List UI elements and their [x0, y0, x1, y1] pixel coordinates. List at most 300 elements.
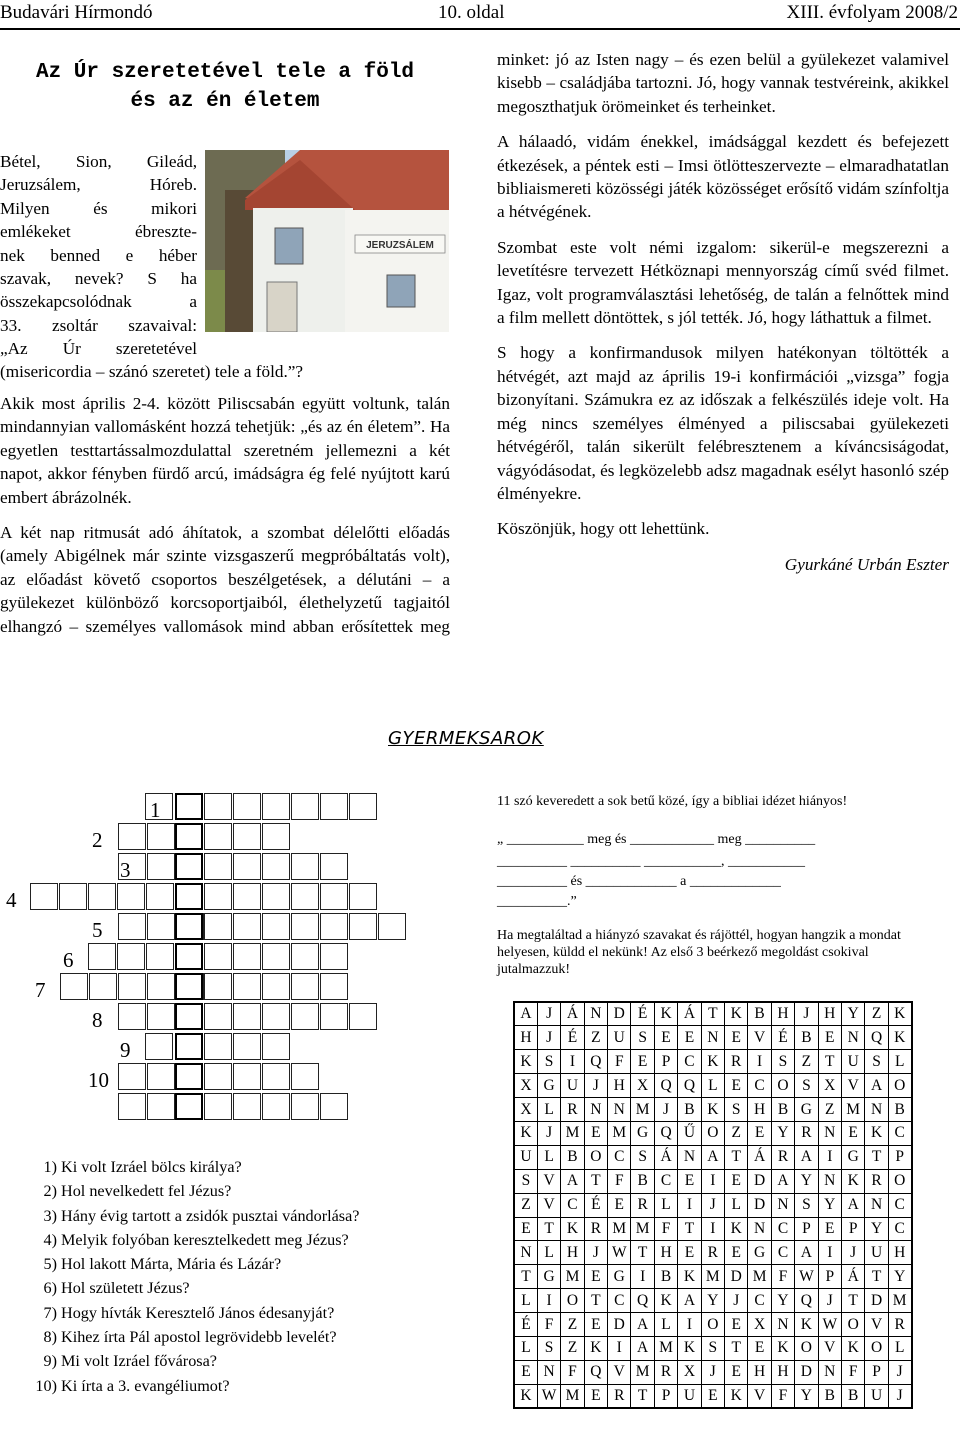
wordsearch-letter[interactable]: T	[631, 1241, 654, 1265]
crossword-cell[interactable]	[233, 823, 261, 850]
crossword-cell[interactable]	[320, 1093, 348, 1120]
crossword-cell[interactable]	[320, 883, 348, 910]
wordsearch-letter[interactable]: Z	[584, 1026, 607, 1050]
wordsearch-letter[interactable]: E	[514, 1217, 537, 1241]
wordsearch-letter[interactable]: R	[865, 1169, 888, 1193]
wordsearch-letter[interactable]: J	[654, 1098, 677, 1122]
wordsearch-letter[interactable]: R	[654, 1360, 677, 1384]
wordsearch-letter[interactable]: Z	[725, 1121, 748, 1145]
crossword-cell[interactable]	[233, 1063, 261, 1090]
wordsearch-letter[interactable]: G	[748, 1241, 771, 1265]
wordsearch-letter[interactable]: K	[654, 1002, 677, 1026]
wordsearch-letter[interactable]: V	[865, 1313, 888, 1337]
crossword-cell[interactable]	[204, 883, 232, 910]
wordsearch-letter[interactable]: L	[514, 1336, 537, 1360]
wordsearch-letter[interactable]: Y	[841, 1002, 864, 1026]
wordsearch-letter[interactable]: K	[514, 1384, 537, 1408]
wordsearch-letter[interactable]: T	[678, 1217, 701, 1241]
wordsearch-letter[interactable]: Y	[771, 1121, 794, 1145]
wordsearch-letter[interactable]: V	[537, 1193, 560, 1217]
wordsearch-letter[interactable]: A	[631, 1336, 654, 1360]
crossword-cell[interactable]	[291, 973, 319, 1000]
wordsearch-letter[interactable]: H	[771, 1002, 794, 1026]
wordsearch-letter[interactable]: A	[795, 1241, 818, 1265]
wordsearch-letter[interactable]: O	[841, 1313, 864, 1337]
wordsearch-letter[interactable]: E	[584, 1313, 607, 1337]
wordsearch-letter[interactable]: D	[608, 1002, 631, 1026]
wordsearch-letter[interactable]: É	[561, 1026, 584, 1050]
wordsearch-letter[interactable]: A	[841, 1193, 864, 1217]
wordsearch-letter[interactable]: O	[865, 1336, 888, 1360]
crossword-cell[interactable]	[291, 793, 319, 820]
crossword-cell[interactable]	[349, 1003, 377, 1030]
wordsearch-letter[interactable]: C	[561, 1193, 584, 1217]
crossword-cell[interactable]	[233, 883, 261, 910]
wordsearch-letter[interactable]: B	[748, 1002, 771, 1026]
wordsearch-letter[interactable]: T	[725, 1145, 748, 1169]
wordsearch-letter[interactable]: Z	[514, 1193, 537, 1217]
wordsearch-letter[interactable]: P	[654, 1050, 677, 1074]
wordsearch-letter[interactable]: C	[888, 1217, 911, 1241]
wordsearch-letter[interactable]: T	[865, 1145, 888, 1169]
wordsearch-letter[interactable]: V	[608, 1360, 631, 1384]
wordsearch-letter[interactable]: S	[725, 1098, 748, 1122]
wordsearch-letter[interactable]: C	[748, 1289, 771, 1313]
crossword-cell[interactable]	[233, 793, 261, 820]
wordsearch-letter[interactable]: J	[725, 1289, 748, 1313]
wordsearch-letter[interactable]: N	[818, 1360, 841, 1384]
wordsearch-letter[interactable]: R	[608, 1384, 631, 1408]
wordsearch-letter[interactable]: U	[865, 1384, 888, 1408]
wordsearch-letter[interactable]: E	[654, 1026, 677, 1050]
crossword-cell[interactable]	[204, 1093, 232, 1120]
wordsearch-letter[interactable]: J	[584, 1241, 607, 1265]
wordsearch-letter[interactable]: O	[795, 1336, 818, 1360]
crossword-cell[interactable]	[233, 1093, 261, 1120]
crossword-cell[interactable]	[320, 943, 348, 970]
crossword-cell[interactable]	[262, 1093, 290, 1120]
wordsearch-letter[interactable]: T	[841, 1289, 864, 1313]
wordsearch-letter[interactable]: K	[725, 1384, 748, 1408]
wordsearch-letter[interactable]: R	[771, 1145, 794, 1169]
wordsearch-letter[interactable]: E	[725, 1313, 748, 1337]
crossword-cell[interactable]	[59, 883, 87, 910]
wordsearch-letter[interactable]: Á	[654, 1145, 677, 1169]
crossword-cell[interactable]	[291, 913, 319, 940]
crossword-cell[interactable]	[262, 913, 290, 940]
wordsearch-letter[interactable]: E	[701, 1384, 724, 1408]
wordsearch-letter[interactable]: H	[654, 1241, 677, 1265]
wordsearch-letter[interactable]: J	[841, 1241, 864, 1265]
wordsearch-letter[interactable]: E	[725, 1074, 748, 1098]
crossword-cell[interactable]	[291, 853, 319, 880]
wordsearch-letter[interactable]: D	[608, 1313, 631, 1337]
wordsearch-letter[interactable]: T	[818, 1050, 841, 1074]
wordsearch-letter[interactable]: T	[631, 1384, 654, 1408]
wordsearch-letter[interactable]: O	[888, 1074, 911, 1098]
wordsearch-letter[interactable]: T	[537, 1217, 560, 1241]
wordsearch-letter[interactable]: E	[584, 1121, 607, 1145]
crossword-solution-cell[interactable]	[175, 1093, 203, 1120]
wordsearch-letter[interactable]: K	[841, 1169, 864, 1193]
wordsearch-letter[interactable]: Y	[701, 1289, 724, 1313]
wordsearch-letter[interactable]: É	[631, 1002, 654, 1026]
wordsearch-letter[interactable]: G	[631, 1121, 654, 1145]
wordsearch-letter[interactable]: S	[865, 1050, 888, 1074]
wordsearch-letter[interactable]: K	[561, 1217, 584, 1241]
crossword-cell[interactable]	[262, 853, 290, 880]
wordsearch-letter[interactable]: C	[608, 1289, 631, 1313]
wordsearch-letter[interactable]: E	[514, 1360, 537, 1384]
wordsearch-letter[interactable]: N	[584, 1098, 607, 1122]
wordsearch-letter[interactable]: Z	[795, 1050, 818, 1074]
wordsearch-letter[interactable]: F	[537, 1313, 560, 1337]
wordsearch-letter[interactable]: P	[865, 1360, 888, 1384]
wordsearch-letter[interactable]: L	[537, 1098, 560, 1122]
wordsearch-letter[interactable]: F	[771, 1265, 794, 1289]
wordsearch-letter[interactable]: I	[537, 1289, 560, 1313]
wordsearch-letter[interactable]: U	[561, 1074, 584, 1098]
wordsearch-letter[interactable]: J	[888, 1384, 911, 1408]
wordsearch-letter[interactable]: Q	[865, 1026, 888, 1050]
wordsearch-letter[interactable]: O	[561, 1289, 584, 1313]
wordsearch-letter[interactable]: A	[514, 1002, 537, 1026]
wordsearch-letter[interactable]: W	[818, 1313, 841, 1337]
crossword-cell[interactable]	[291, 1063, 319, 1090]
crossword-cell[interactable]	[262, 793, 290, 820]
wordsearch-letter[interactable]: H	[818, 1002, 841, 1026]
wordsearch-letter[interactable]: Á	[678, 1002, 701, 1026]
wordsearch-letter[interactable]: C	[654, 1169, 677, 1193]
wordsearch-letter[interactable]: N	[771, 1313, 794, 1337]
wordsearch-letter[interactable]: D	[795, 1360, 818, 1384]
crossword-cell[interactable]	[233, 913, 261, 940]
wordsearch-letter[interactable]: D	[748, 1193, 771, 1217]
wordsearch-letter[interactable]: M	[561, 1384, 584, 1408]
wordsearch-letter[interactable]: K	[771, 1336, 794, 1360]
wordsearch-letter[interactable]: E	[631, 1050, 654, 1074]
wordsearch-letter[interactable]: L	[514, 1289, 537, 1313]
wordsearch-letter[interactable]: G	[795, 1098, 818, 1122]
wordsearch-letter[interactable]: E	[725, 1026, 748, 1050]
wordsearch-letter[interactable]: M	[561, 1121, 584, 1145]
crossword-cell[interactable]	[145, 1033, 173, 1060]
wordsearch-letter[interactable]: F	[841, 1360, 864, 1384]
wordsearch-letter[interactable]: K	[678, 1336, 701, 1360]
wordsearch-letter[interactable]: K	[678, 1265, 701, 1289]
wordsearch-letter[interactable]: É	[514, 1313, 537, 1337]
crossword-cell[interactable]	[118, 913, 146, 940]
wordsearch-letter[interactable]: E	[748, 1121, 771, 1145]
wordsearch-letter[interactable]: M	[631, 1360, 654, 1384]
wordsearch-letter[interactable]: Z	[561, 1313, 584, 1337]
wordsearch-letter[interactable]: C	[888, 1193, 911, 1217]
crossword-cell[interactable]	[204, 823, 232, 850]
wordsearch-letter[interactable]: G	[608, 1265, 631, 1289]
crossword-solution-cell[interactable]	[175, 1003, 203, 1030]
wordsearch-letter[interactable]: S	[795, 1074, 818, 1098]
crossword-cell[interactable]	[147, 973, 175, 1000]
wordsearch-letter[interactable]: R	[561, 1098, 584, 1122]
wordsearch-letter[interactable]: L	[537, 1145, 560, 1169]
wordsearch-letter[interactable]: N	[584, 1002, 607, 1026]
crossword-solution-cell[interactable]	[175, 973, 203, 1000]
crossword-cell[interactable]	[233, 1033, 261, 1060]
crossword-solution-cell[interactable]	[175, 883, 203, 910]
wordsearch-letter[interactable]: D	[748, 1169, 771, 1193]
crossword-cell[interactable]	[262, 1033, 290, 1060]
wordsearch-letter[interactable]: T	[865, 1265, 888, 1289]
wordsearch-letter[interactable]: B	[888, 1098, 911, 1122]
wordsearch-letter[interactable]: K	[795, 1313, 818, 1337]
wordsearch-letter[interactable]: L	[888, 1050, 911, 1074]
wordsearch-letter[interactable]: Y	[818, 1193, 841, 1217]
wordsearch-letter[interactable]: N	[818, 1169, 841, 1193]
wordsearch-letter[interactable]: J	[818, 1289, 841, 1313]
crossword-cell[interactable]	[118, 1093, 146, 1120]
wordsearch-letter[interactable]: O	[701, 1121, 724, 1145]
crossword-cell[interactable]	[88, 943, 116, 970]
wordsearch-letter[interactable]: Y	[888, 1265, 911, 1289]
crossword-cell[interactable]	[320, 973, 348, 1000]
wordsearch-letter[interactable]: Z	[865, 1002, 888, 1026]
wordsearch-letter[interactable]: B	[561, 1145, 584, 1169]
wordsearch-letter[interactable]: R	[631, 1193, 654, 1217]
wordsearch-letter[interactable]: V	[537, 1169, 560, 1193]
wordsearch-letter[interactable]: I	[701, 1217, 724, 1241]
wordsearch-letter[interactable]: J	[537, 1121, 560, 1145]
wordsearch-letter[interactable]: F	[771, 1384, 794, 1408]
crossword-cell[interactable]	[204, 913, 232, 940]
wordsearch-letter[interactable]: R	[584, 1217, 607, 1241]
wordsearch-letter[interactable]: N	[678, 1145, 701, 1169]
wordsearch-letter[interactable]: C	[748, 1074, 771, 1098]
wordsearch-letter[interactable]: O	[584, 1145, 607, 1169]
crossword-cell[interactable]	[262, 823, 290, 850]
wordsearch-letter[interactable]: Q	[631, 1289, 654, 1313]
wordsearch-letter[interactable]: U	[514, 1145, 537, 1169]
wordsearch-letter[interactable]: V	[748, 1384, 771, 1408]
wordsearch-letter[interactable]: S	[537, 1050, 560, 1074]
wordsearch-letter[interactable]: B	[818, 1384, 841, 1408]
wordsearch-letter[interactable]: G	[537, 1074, 560, 1098]
crossword-cell[interactable]	[349, 793, 377, 820]
crossword-cell[interactable]	[30, 883, 58, 910]
wordsearch-letter[interactable]: F	[561, 1360, 584, 1384]
wordsearch-letter[interactable]: I	[631, 1265, 654, 1289]
wordsearch-letter[interactable]: M	[654, 1336, 677, 1360]
crossword-cell[interactable]	[204, 853, 232, 880]
wordsearch-letter[interactable]: U	[865, 1241, 888, 1265]
wordsearch-letter[interactable]: B	[631, 1169, 654, 1193]
crossword-cell[interactable]	[262, 943, 290, 970]
wordsearch-letter[interactable]: R	[725, 1050, 748, 1074]
wordsearch-letter[interactable]: S	[631, 1026, 654, 1050]
wordsearch-letter[interactable]: R	[701, 1241, 724, 1265]
wordsearch-letter[interactable]: F	[608, 1050, 631, 1074]
wordsearch-letter[interactable]: N	[841, 1026, 864, 1050]
wordsearch-letter[interactable]: M	[631, 1217, 654, 1241]
wordsearch-letter[interactable]: Z	[561, 1336, 584, 1360]
crossword-solution-cell[interactable]	[175, 853, 203, 880]
crossword-cell[interactable]	[233, 973, 261, 1000]
wordsearch-letter[interactable]: C	[771, 1217, 794, 1241]
crossword-cell[interactable]	[117, 943, 145, 970]
wordsearch-letter[interactable]: B	[678, 1098, 701, 1122]
wordsearch-letter[interactable]: B	[654, 1265, 677, 1289]
wordsearch-letter[interactable]: P	[841, 1217, 864, 1241]
wordsearch-letter[interactable]: V	[818, 1336, 841, 1360]
wordsearch-letter[interactable]: K	[865, 1121, 888, 1145]
wordsearch-letter[interactable]: J	[888, 1360, 911, 1384]
wordsearch-letter[interactable]: X	[748, 1313, 771, 1337]
crossword-cell[interactable]	[204, 1033, 232, 1060]
crossword-cell[interactable]	[118, 823, 146, 850]
wordsearch-letter[interactable]: O	[701, 1313, 724, 1337]
wordsearch-letter[interactable]: C	[771, 1241, 794, 1265]
crossword-cell[interactable]	[320, 853, 348, 880]
wordsearch-letter[interactable]: Q	[795, 1289, 818, 1313]
wordsearch-letter[interactable]: Y	[865, 1217, 888, 1241]
crossword-cell[interactable]	[147, 1093, 175, 1120]
wordsearch-letter[interactable]: E	[748, 1336, 771, 1360]
wordsearch-letter[interactable]: K	[701, 1098, 724, 1122]
crossword-cell[interactable]	[117, 883, 145, 910]
crossword-solution-cell[interactable]	[175, 913, 203, 940]
wordsearch-letter[interactable]: H	[514, 1026, 537, 1050]
wordsearch-letter[interactable]: B	[841, 1384, 864, 1408]
wordsearch-letter[interactable]: M	[608, 1217, 631, 1241]
wordsearch-letter[interactable]: I	[818, 1241, 841, 1265]
wordsearch-letter[interactable]: L	[888, 1336, 911, 1360]
crossword-cell[interactable]	[349, 913, 377, 940]
wordsearch-letter[interactable]: L	[701, 1074, 724, 1098]
wordsearch-letter[interactable]: Y	[795, 1169, 818, 1193]
wordsearch-letter[interactable]: A	[771, 1169, 794, 1193]
wordsearch-letter[interactable]: A	[865, 1074, 888, 1098]
wordsearch-letter[interactable]: N	[865, 1098, 888, 1122]
wordsearch-letter[interactable]: V	[841, 1074, 864, 1098]
wordsearch-letter[interactable]: R	[795, 1121, 818, 1145]
wordsearch-letter[interactable]: D	[725, 1265, 748, 1289]
wordsearch-letter[interactable]: P	[795, 1217, 818, 1241]
wordsearch-letter[interactable]: M	[748, 1265, 771, 1289]
wordsearch-letter[interactable]: E	[841, 1121, 864, 1145]
wordsearch-letter[interactable]: M	[841, 1098, 864, 1122]
wordsearch-letter[interactable]: H	[748, 1098, 771, 1122]
crossword-cell[interactable]	[204, 943, 232, 970]
wordsearch-letter[interactable]: S	[771, 1050, 794, 1074]
crossword-cell[interactable]	[291, 883, 319, 910]
wordsearch-letter[interactable]: M	[561, 1265, 584, 1289]
wordsearch-letter[interactable]: T	[725, 1336, 748, 1360]
crossword-cell[interactable]	[320, 913, 348, 940]
wordsearch-letter[interactable]: F	[608, 1169, 631, 1193]
crossword-cell[interactable]	[88, 883, 116, 910]
wordsearch-letter[interactable]: K	[725, 1217, 748, 1241]
wordsearch-letter[interactable]: W	[795, 1265, 818, 1289]
wordsearch-letter[interactable]: E	[818, 1026, 841, 1050]
wordsearch-letter[interactable]: J	[537, 1026, 560, 1050]
crossword-cell[interactable]	[262, 973, 290, 1000]
wordsearch-letter[interactable]: C	[678, 1050, 701, 1074]
wordsearch-letter[interactable]: H	[748, 1360, 771, 1384]
wordsearch-letter[interactable]: L	[654, 1193, 677, 1217]
wordsearch-letter[interactable]: M	[608, 1121, 631, 1145]
wordsearch-letter[interactable]: N	[608, 1098, 631, 1122]
wordsearch-letter[interactable]: Q	[678, 1074, 701, 1098]
crossword-cell[interactable]	[204, 973, 232, 1000]
crossword-cell[interactable]	[233, 853, 261, 880]
wordsearch-letter[interactable]: E	[678, 1169, 701, 1193]
crossword-solution-cell[interactable]	[175, 943, 203, 970]
crossword-solution-cell[interactable]	[175, 1033, 203, 1060]
crossword-solution-cell[interactable]	[175, 793, 203, 820]
wordsearch-letter[interactable]: K	[514, 1121, 537, 1145]
crossword-solution-cell[interactable]	[175, 1063, 203, 1090]
crossword-cell[interactable]	[118, 1063, 146, 1090]
wordsearch-letter[interactable]: K	[514, 1050, 537, 1074]
crossword-cell[interactable]	[89, 973, 117, 1000]
crossword-cell[interactable]	[291, 943, 319, 970]
crossword-cell[interactable]	[291, 1093, 319, 1120]
crossword-cell[interactable]	[147, 1003, 175, 1030]
wordsearch-letter[interactable]: H	[608, 1074, 631, 1098]
wordsearch-letter[interactable]: N	[865, 1193, 888, 1217]
wordsearch-letter[interactable]: W	[608, 1241, 631, 1265]
wordsearch-letter[interactable]: K	[725, 1002, 748, 1026]
crossword-cell[interactable]	[204, 1063, 232, 1090]
wordsearch-letter[interactable]: G	[841, 1145, 864, 1169]
wordsearch-letter[interactable]: G	[537, 1265, 560, 1289]
wordsearch-letter[interactable]: X	[678, 1360, 701, 1384]
wordsearch-letter[interactable]: J	[701, 1193, 724, 1217]
wordsearch-letter[interactable]: D	[865, 1289, 888, 1313]
wordsearch-letter[interactable]: A	[701, 1145, 724, 1169]
wordsearch-letter[interactable]: N	[537, 1360, 560, 1384]
wordsearch-letter[interactable]: Á	[561, 1002, 584, 1026]
wordsearch-letter[interactable]: S	[514, 1169, 537, 1193]
crossword-cell[interactable]	[147, 823, 175, 850]
wordsearch-letter[interactable]: Á	[841, 1265, 864, 1289]
wordsearch-letter[interactable]: M	[888, 1289, 911, 1313]
wordsearch-letter[interactable]: N	[701, 1026, 724, 1050]
wordsearch-letter[interactable]: E	[608, 1193, 631, 1217]
wordsearch-letter[interactable]: E	[584, 1384, 607, 1408]
crossword-cell[interactable]	[262, 883, 290, 910]
wordsearch-letter[interactable]: E	[678, 1241, 701, 1265]
wordsearch-letter[interactable]: T	[584, 1169, 607, 1193]
wordsearch-letter[interactable]: I	[678, 1193, 701, 1217]
wordsearch-letter[interactable]: C	[888, 1121, 911, 1145]
wordsearch-letter[interactable]: K	[584, 1336, 607, 1360]
crossword-cell[interactable]	[147, 913, 175, 940]
wordsearch-letter[interactable]: Q	[584, 1050, 607, 1074]
wordsearch-letter[interactable]: Z	[818, 1098, 841, 1122]
wordsearch-letter[interactable]: J	[584, 1074, 607, 1098]
crossword-cell[interactable]	[233, 943, 261, 970]
wordsearch-letter[interactable]: Y	[771, 1289, 794, 1313]
wordsearch-letter[interactable]: L	[537, 1241, 560, 1265]
wordsearch-letter[interactable]: Q	[654, 1121, 677, 1145]
wordsearch-letter[interactable]: F	[654, 1217, 677, 1241]
crossword-cell[interactable]	[118, 1003, 146, 1030]
wordsearch-letter[interactable]: V	[748, 1026, 771, 1050]
wordsearch-letter[interactable]: X	[631, 1074, 654, 1098]
wordsearch-letter[interactable]: P	[818, 1265, 841, 1289]
wordsearch-letter[interactable]: K	[888, 1002, 911, 1026]
wordsearch-letter[interactable]: E	[725, 1169, 748, 1193]
